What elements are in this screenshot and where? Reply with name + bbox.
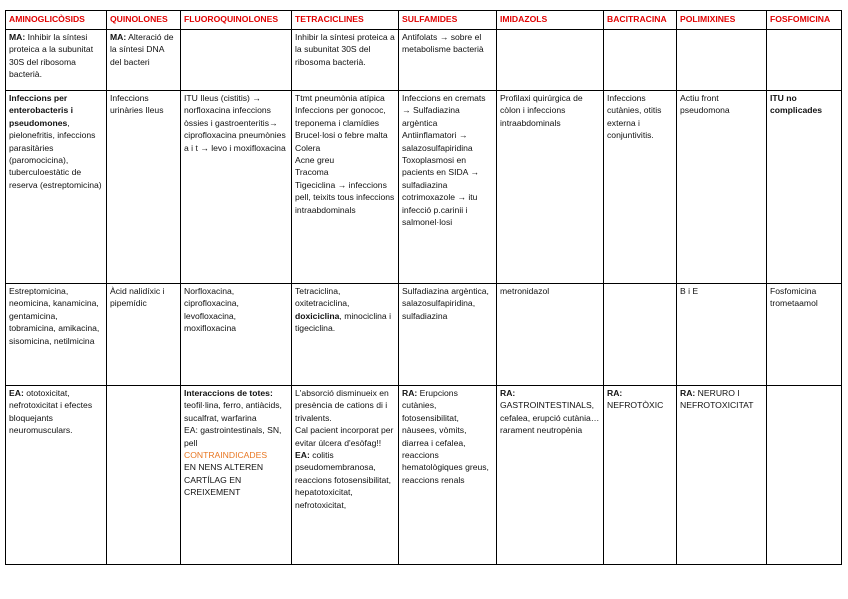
amino-indications-text: , pielonefritis, infeccions parasitàries (paromocicina), tuberculoestàtic de reserva (estreptomicina): [9, 117, 102, 190]
ma-label: MA:: [9, 32, 26, 42]
tetra-esophagus-text: Cal pacient incorporat per evitar úlcera d'esòfag!!: [295, 425, 394, 448]
cell-imid-drugs: metronidazol: [497, 284, 604, 386]
imid-adverse-text: cefalea, erupció cutània…rarament neutropènia: [500, 412, 600, 436]
cell-quino-drugs: Àcid nalidíxic i pipemídic: [107, 284, 181, 386]
ra-label: RA:: [607, 388, 623, 398]
sulfa-indication-line: cotrimoxazole → itu infecció p.carinii i salmonel·losi: [402, 192, 478, 228]
cell-imid-adverse: [497, 386, 604, 565]
ra-label: RA:: [680, 388, 696, 398]
fluoro-contraindicated-label: CONTRAINDICADES: [184, 450, 268, 461]
ma-label: MA:: [110, 32, 127, 42]
fluoro-interactions-text: teofil·lina, ferro, antiàcids, sucalfrat, warfarina: [184, 400, 282, 423]
cell-fosfo-mechanism: [767, 30, 842, 91]
cell-amino-drugs: Estreptomicina, neomicina, kanamicina, gentamicina, tobramicina, amikacina, sisomicina, netilmicina: [6, 284, 107, 386]
cell-fosfo-adverse: [767, 386, 842, 565]
cell-fluoro-indications: ITU Ileus (cistitis) → norfloxacina infeccions òssies i gastroenteritis→ ciprofloxacina pneumònies a i t → levo i moxifloxacina: [181, 91, 292, 284]
header-polimixines: POLIMIXINES: [677, 11, 767, 30]
fluoro-interactions-label: Interaccions de totes:: [184, 388, 273, 398]
cell-sulfa-mechanism: Antifolats → sobre el metabolisme bacterià: [399, 30, 497, 91]
cell-imid-indications: Profilaxi quirúrgica de còlon i infeccions intraabdominals: [497, 91, 604, 284]
header-sulfamides: SULFAMIDES: [399, 11, 497, 30]
cell-baci-mechanism: [604, 30, 677, 91]
sulfa-indication-line: Toxoplasmosi en pacients en SIDA → sulfadiazina: [402, 155, 479, 190]
cell-poli-drugs: B i E: [677, 284, 767, 386]
tetra-indication-line: Tracoma: [295, 167, 329, 178]
amino-adverse-text: ototoxicitat, nefrotoxicitat i efectes bloquejants neuromusculars.: [9, 388, 93, 436]
cell-tetra-mechanism: Inhibir la síntesi proteica a la subunitat 30S del ribosoma bacterià.: [292, 30, 399, 91]
cell-sulfa-adverse: [399, 386, 497, 565]
tetra-drugs-pre: Tetraciclina, oxitetraciclina,: [295, 286, 350, 309]
ea-label: EA:: [184, 425, 198, 436]
header-quinolones: QUINOLONES: [107, 11, 181, 30]
tetra-indication-line: Infeccions per gonococ, treponema i clamídies: [295, 105, 386, 128]
cell-fosfo-drugs: Fosfomicina trometaamol: [767, 284, 842, 386]
cell-quino-adverse: [107, 386, 181, 565]
baci-adverse-text: NEFROTÒXIC: [607, 400, 664, 411]
cell-poli-indications: Actiu front pseudomona: [677, 91, 767, 284]
amino-mechanism-text: Inhibir la síntesi proteica a la subunitat 30S del ribosoma bacterià.: [9, 32, 94, 80]
cell-sulfa-indications: [399, 91, 497, 284]
ea-label: EA:: [295, 450, 310, 461]
sulfa-indication-line: Antiinflamatori → salazosulfapiridina: [402, 130, 473, 153]
tetra-drugs-bold: doxiciclina: [295, 310, 340, 321]
cell-amino-adverse: [6, 386, 107, 565]
quino-mechanism-text: Alteració de la síntesi DNA del bacteri: [110, 32, 174, 67]
tetra-indication-line: Brucel·losi o febre malta: [295, 130, 388, 141]
cell-fluoro-adverse: [181, 386, 292, 565]
cell-baci-adverse: [604, 386, 677, 565]
cell-quino-indications: Infeccions urinàries Ileus: [107, 91, 181, 284]
amino-indications-bold: Infeccions per enterobacteris i pseudomones: [9, 93, 73, 128]
cell-fluoro-mechanism: [181, 30, 292, 91]
mechanism-row: [6, 30, 842, 91]
cell-quino-mechanism: [107, 30, 181, 91]
cell-poli-adverse: [677, 386, 767, 565]
header-fosfomicina: FOSFOMICINA: [767, 11, 842, 30]
fluoro-ea-line: [184, 424, 288, 449]
cell-tetra-adverse: [292, 386, 399, 565]
adverse-effects-row: [6, 386, 842, 565]
indications-row: [6, 91, 842, 284]
tetra-indication-line: Acne greu: [295, 155, 335, 166]
sulfa-indication-line: Infeccions en cremats → Sulfadiazina argèntica: [402, 93, 486, 128]
cell-imid-mechanism: [497, 30, 604, 91]
cell-sulfa-drugs: Sulfadiazina argèntica, salazosulfapiridina, sulfadiazina: [399, 284, 497, 386]
cell-fosfo-indications: ITU no complicades: [767, 91, 842, 284]
cell-baci-indications: Infeccions cutànies, otitis externa i conjuntivitis.: [604, 91, 677, 284]
cell-baci-drugs: [604, 284, 677, 386]
cell-amino-indications: [6, 91, 107, 284]
drugs-row: [6, 284, 842, 386]
tetra-ea-text: colitis pseudomembranosa, reaccions fotosensibilitat, hepatotoxicitat, nefrotoxicitat,: [295, 450, 392, 510]
tetra-indication-line: Colera: [295, 142, 321, 153]
header-tetraciclines: TETRACICLINES: [292, 11, 399, 30]
sulfa-adverse-text: Erupcions cutànies, fotosensibilitat, nàusees, vòmits, diarrea i cefalea, reaccions hematològiques greus, reaccions renals: [402, 388, 489, 485]
header-bacitracina: BACITRACINA: [604, 11, 677, 30]
header-imidazols: IMIDAZOLS: [497, 11, 604, 30]
ea-label: EA:: [9, 388, 24, 398]
ra-label: RA:: [402, 388, 418, 398]
cell-tetra-drugs: [292, 284, 399, 386]
ra-label: RA:: [500, 388, 516, 398]
cell-tetra-indications: [292, 91, 399, 284]
antibiotics-table: [5, 10, 842, 565]
tetra-absorption-text: L'absorció disminueix en presència de cations di i trivalents.: [295, 388, 389, 423]
tetra-drugs-post: , minociclina i tigeciclina.: [295, 310, 392, 334]
tetra-ea-line: [295, 449, 395, 511]
cell-poli-mechanism: [677, 30, 767, 91]
fluoro-ea-text: gastrointestinals, SN, pell: [184, 425, 282, 448]
imid-adverse-caps: GASTROINTESTINALS,: [500, 400, 595, 411]
tetra-indication-line: Ttmt pneumònia atípica: [295, 93, 385, 103]
poli-adverse-text: NERURO I NEFROTOXICITAT: [680, 388, 754, 411]
header-aminoglicosids: AMINOGLICÒSIDS: [6, 11, 107, 30]
tetra-indication-line: Tigeciclina → infeccions pell, teixits tous infeccions intraabdominals: [295, 179, 395, 215]
header-fluoroquinolones: FLUOROQUINOLONES: [181, 11, 292, 30]
header-row: [6, 11, 842, 30]
cell-amino-mechanism: [6, 30, 107, 91]
fluoro-contraindicated-text: EN NENS ALTEREN CARTÍLAG EN CREIXEMENT: [184, 462, 264, 498]
cell-fluoro-drugs: Norfloxacina, ciprofloxacina, levofloxacina, moxifloxacina: [181, 284, 292, 386]
